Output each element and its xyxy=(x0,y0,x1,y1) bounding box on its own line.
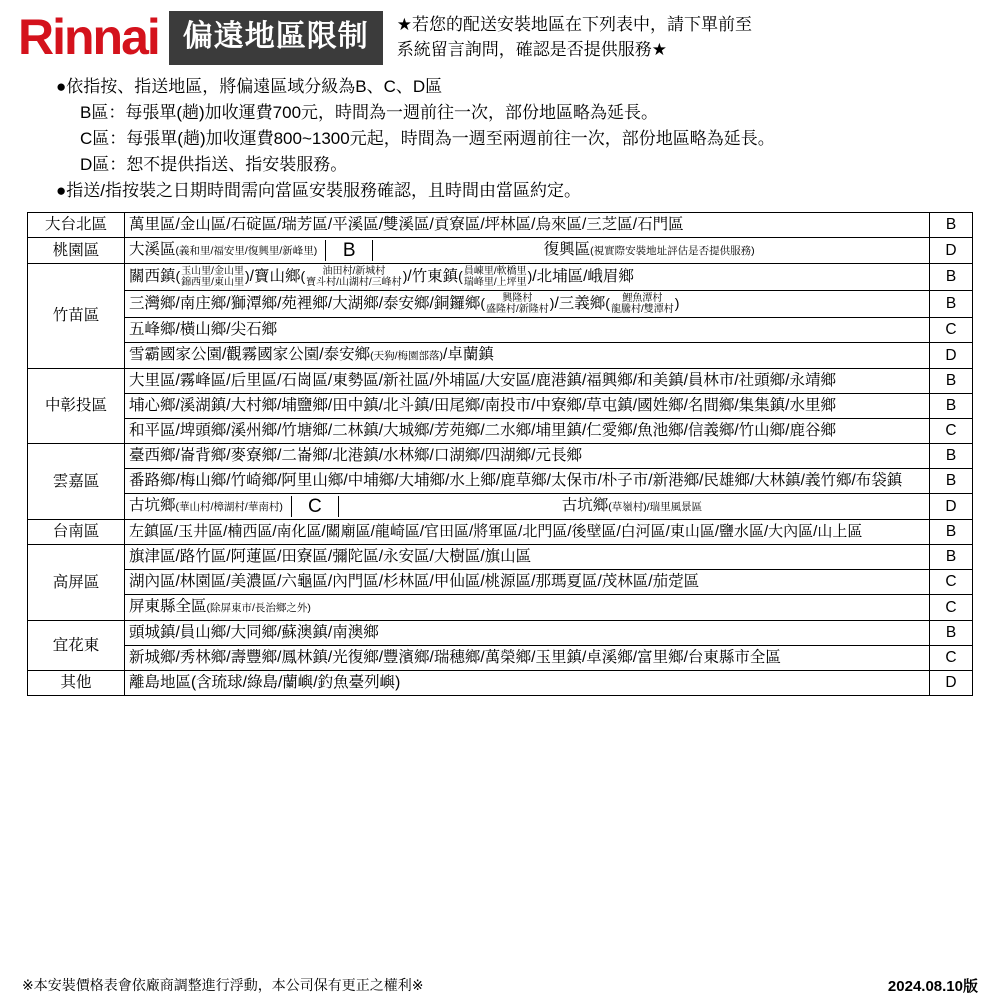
area-list xyxy=(125,494,930,520)
zone-badge: B xyxy=(930,213,973,238)
note-line-1: ●依指按、指送地區，將偏遠區域分級為B、C、D區 xyxy=(56,77,443,96)
area-list: 埔心鄉/溪湖鎮/大村鄉/埔鹽鄉/田中鎮/北斗鎮/田尾鄉/南投市/中寮鄉/草屯鎮/國姓鄉/名間鄉/集集鎮/水里鄉 xyxy=(125,394,930,419)
zone-badge: D xyxy=(930,238,973,264)
region-label: 台南區 xyxy=(28,520,125,545)
zone-badge: C xyxy=(930,570,973,595)
area-list: 萬里區/金山區/石碇區/瑞芳區/平溪區/雙溪區/貢寮區/坪林區/烏來區/三芝區/石門區 xyxy=(125,213,930,238)
note-line-5: ●指送/指按裝之日期時間需向當區安裝服務確認，且時間由當區約定。 xyxy=(56,181,581,200)
zone-badge: B xyxy=(930,369,973,394)
table-row xyxy=(28,595,973,621)
zone-badge: B xyxy=(930,621,973,646)
header-note xyxy=(397,12,752,62)
area-list: 湖內區/林園區/美濃區/六龜區/內門區/杉林區/甲仙區/桃源區/那瑪夏區/茂林區/茄萣區 xyxy=(125,570,930,595)
header xyxy=(0,0,1000,72)
table-row xyxy=(28,520,973,545)
zone-badge: B xyxy=(930,291,973,318)
zone-inline: C xyxy=(291,496,339,517)
area-list: 新城鄉/秀林鄉/壽豐鄉/鳳林鎮/光復鄉/豐濱鄉/瑞穗鄉/萬榮鄉/玉里鎮/卓溪鄉/富里鄉/台東縣市全區 xyxy=(125,646,930,671)
area-list: 臺西鄉/崙背鄉/麥寮鄉/二崙鄉/北港鎮/水林鄉/口湖鄉/四湖鄉/元長鄉 xyxy=(125,444,930,469)
zone-badge: B xyxy=(930,545,973,570)
region-label: 桃園區 xyxy=(28,238,125,264)
area-list: 番路鄉/梅山鄉/竹崎鄉/阿里山鄉/中埔鄉/大埔鄉/水上鄉/鹿草鄉/太保市/朴子市/新港鄉/民雄鄉/大林鎮/義竹鄉/布袋鎮 xyxy=(125,469,930,494)
table-row xyxy=(28,444,973,469)
table-row xyxy=(28,570,973,595)
area-list: 關西鎮(玉山里/金山里 錦西里/東山里)/寶山鄉( 油田村/新城村 寶斗村/山湖村/三峰村)/竹東鎮(員崠里/軟橋里 瑞峰里/上坪里)/北埔區/峨眉鄉 xyxy=(125,264,930,291)
zone-badge: B xyxy=(930,444,973,469)
region-label: 竹苗區 xyxy=(28,264,125,369)
remote-area-table xyxy=(27,212,973,696)
zone-inline: B xyxy=(325,240,373,261)
area-right: 古坑鄉(草嶺村)/瑞里風景區 xyxy=(561,497,703,514)
header-note-line2: 系統留言詢問，確認是否提供服務★ xyxy=(396,40,668,59)
area-list: 三灣鄉/南庄鄉/獅潭鄉/苑裡鄉/大湖鄉/泰安鄉/銅鑼鄉( 興隆村 盛隆村/新隆村)/三義鄉( 鯉魚潭村 龍騰村/雙潭村) xyxy=(125,291,930,318)
region-label: 宜花東 xyxy=(28,621,125,671)
title-badge: 偏遠地區限制 xyxy=(169,11,383,65)
area-left: 大溪區(義和里/福安里/復興里/新峰里) xyxy=(129,241,318,258)
table-row xyxy=(28,318,973,343)
area-list: 五峰鄉/橫山鄉/尖石鄉 xyxy=(125,318,930,343)
zone-badge: B xyxy=(930,394,973,419)
table-row xyxy=(28,369,973,394)
footer-disclaimer: ※本安裝價格表會依廠商調整進行浮動，本公司保有更正之權利※ xyxy=(22,977,424,993)
table-row xyxy=(28,394,973,419)
zone-badge: C xyxy=(930,646,973,671)
region-label: 其他 xyxy=(28,671,125,696)
table-row xyxy=(28,343,973,369)
note-line-2: B區：每張單(趟)加收運費700元，時間為一週前往一次，部份地區略為延長。 xyxy=(80,103,659,122)
area-list: 雪霸國家公園/觀霧國家公園/泰安鄉(天狗/梅園部落)/卓蘭鎮 xyxy=(125,343,930,369)
table-row xyxy=(28,264,973,291)
zone-badge: C xyxy=(930,419,973,444)
zone-badge: C xyxy=(930,595,973,621)
area-list xyxy=(125,238,930,264)
table-row xyxy=(28,545,973,570)
table-row xyxy=(28,646,973,671)
zone-badge: D xyxy=(930,671,973,696)
zone-badge: B xyxy=(930,520,973,545)
footer-version: 2024.08.10版 xyxy=(887,978,978,995)
region-label: 高屏區 xyxy=(28,545,125,621)
table-row xyxy=(28,494,973,520)
zone-badge: D xyxy=(930,343,973,369)
region-label: 大台北區 xyxy=(28,213,125,238)
region-label: 中彰投區 xyxy=(28,369,125,444)
area-list: 旗津區/路竹區/阿蓮區/田寮區/彌陀區/永安區/大樹區/旗山區 xyxy=(125,545,930,570)
zone-badge: C xyxy=(930,318,973,343)
table-row xyxy=(28,291,973,318)
table-row xyxy=(28,621,973,646)
area-list: 離島地區(含琉球/綠島/蘭嶼/釣魚臺列嶼) xyxy=(125,671,930,696)
area-list: 屏東縣全區(除屏東市/長治鄉之外) xyxy=(125,595,930,621)
zone-badge: B xyxy=(930,264,973,291)
zone-badge: B xyxy=(930,469,973,494)
region-label: 雲嘉區 xyxy=(28,444,125,520)
rinnai-logo: Rinnai xyxy=(18,9,159,65)
footer xyxy=(0,975,1000,996)
note-line-3: C區：每張單(趟)加收運費800~1300元起，時間為一週至兩週前往一次，部份地區略為延長。 xyxy=(80,129,775,148)
header-note-line1: ★若您的配送安裝地區在下列表中，請下單前至 xyxy=(396,15,753,34)
table-row xyxy=(28,671,973,696)
notes-list xyxy=(0,72,1000,210)
table-row xyxy=(28,469,973,494)
area-list: 和平區/埤頭鄉/溪州鄉/竹塘鄉/二林鎮/大城鄉/芳苑鄉/二水鄉/埔里鎮/仁愛鄉/魚池鄉/信義鄉/竹山鄉/鹿谷鄉 xyxy=(125,419,930,444)
table-row xyxy=(28,419,973,444)
area-left: 古坑鄉(華山村/樟湖村/華南村) xyxy=(129,497,283,514)
note-line-4: D區：恕不提供指送、指安裝服務。 xyxy=(80,155,348,174)
area-list: 頭城鎮/員山鄉/大同鄉/蘇澳鎮/南澳鄉 xyxy=(125,621,930,646)
table-row xyxy=(28,238,973,264)
zone-badge: D xyxy=(930,494,973,520)
area-list: 左鎮區/玉井區/楠西區/南化區/關廟區/龍崎區/官田區/將軍區/北門區/後壁區/白河區/東山區/鹽水區/大內區/山上區 xyxy=(125,520,930,545)
area-right: 復興區(視實際安裝地址評估是否提供服務) xyxy=(543,241,755,258)
table-row xyxy=(28,213,973,238)
area-list: 大里區/霧峰區/后里區/石崗區/東勢區/新社區/外埔區/大安區/鹿港鎮/福興鄉/和美鎮/員林市/社頭鄉/永靖鄉 xyxy=(125,369,930,394)
